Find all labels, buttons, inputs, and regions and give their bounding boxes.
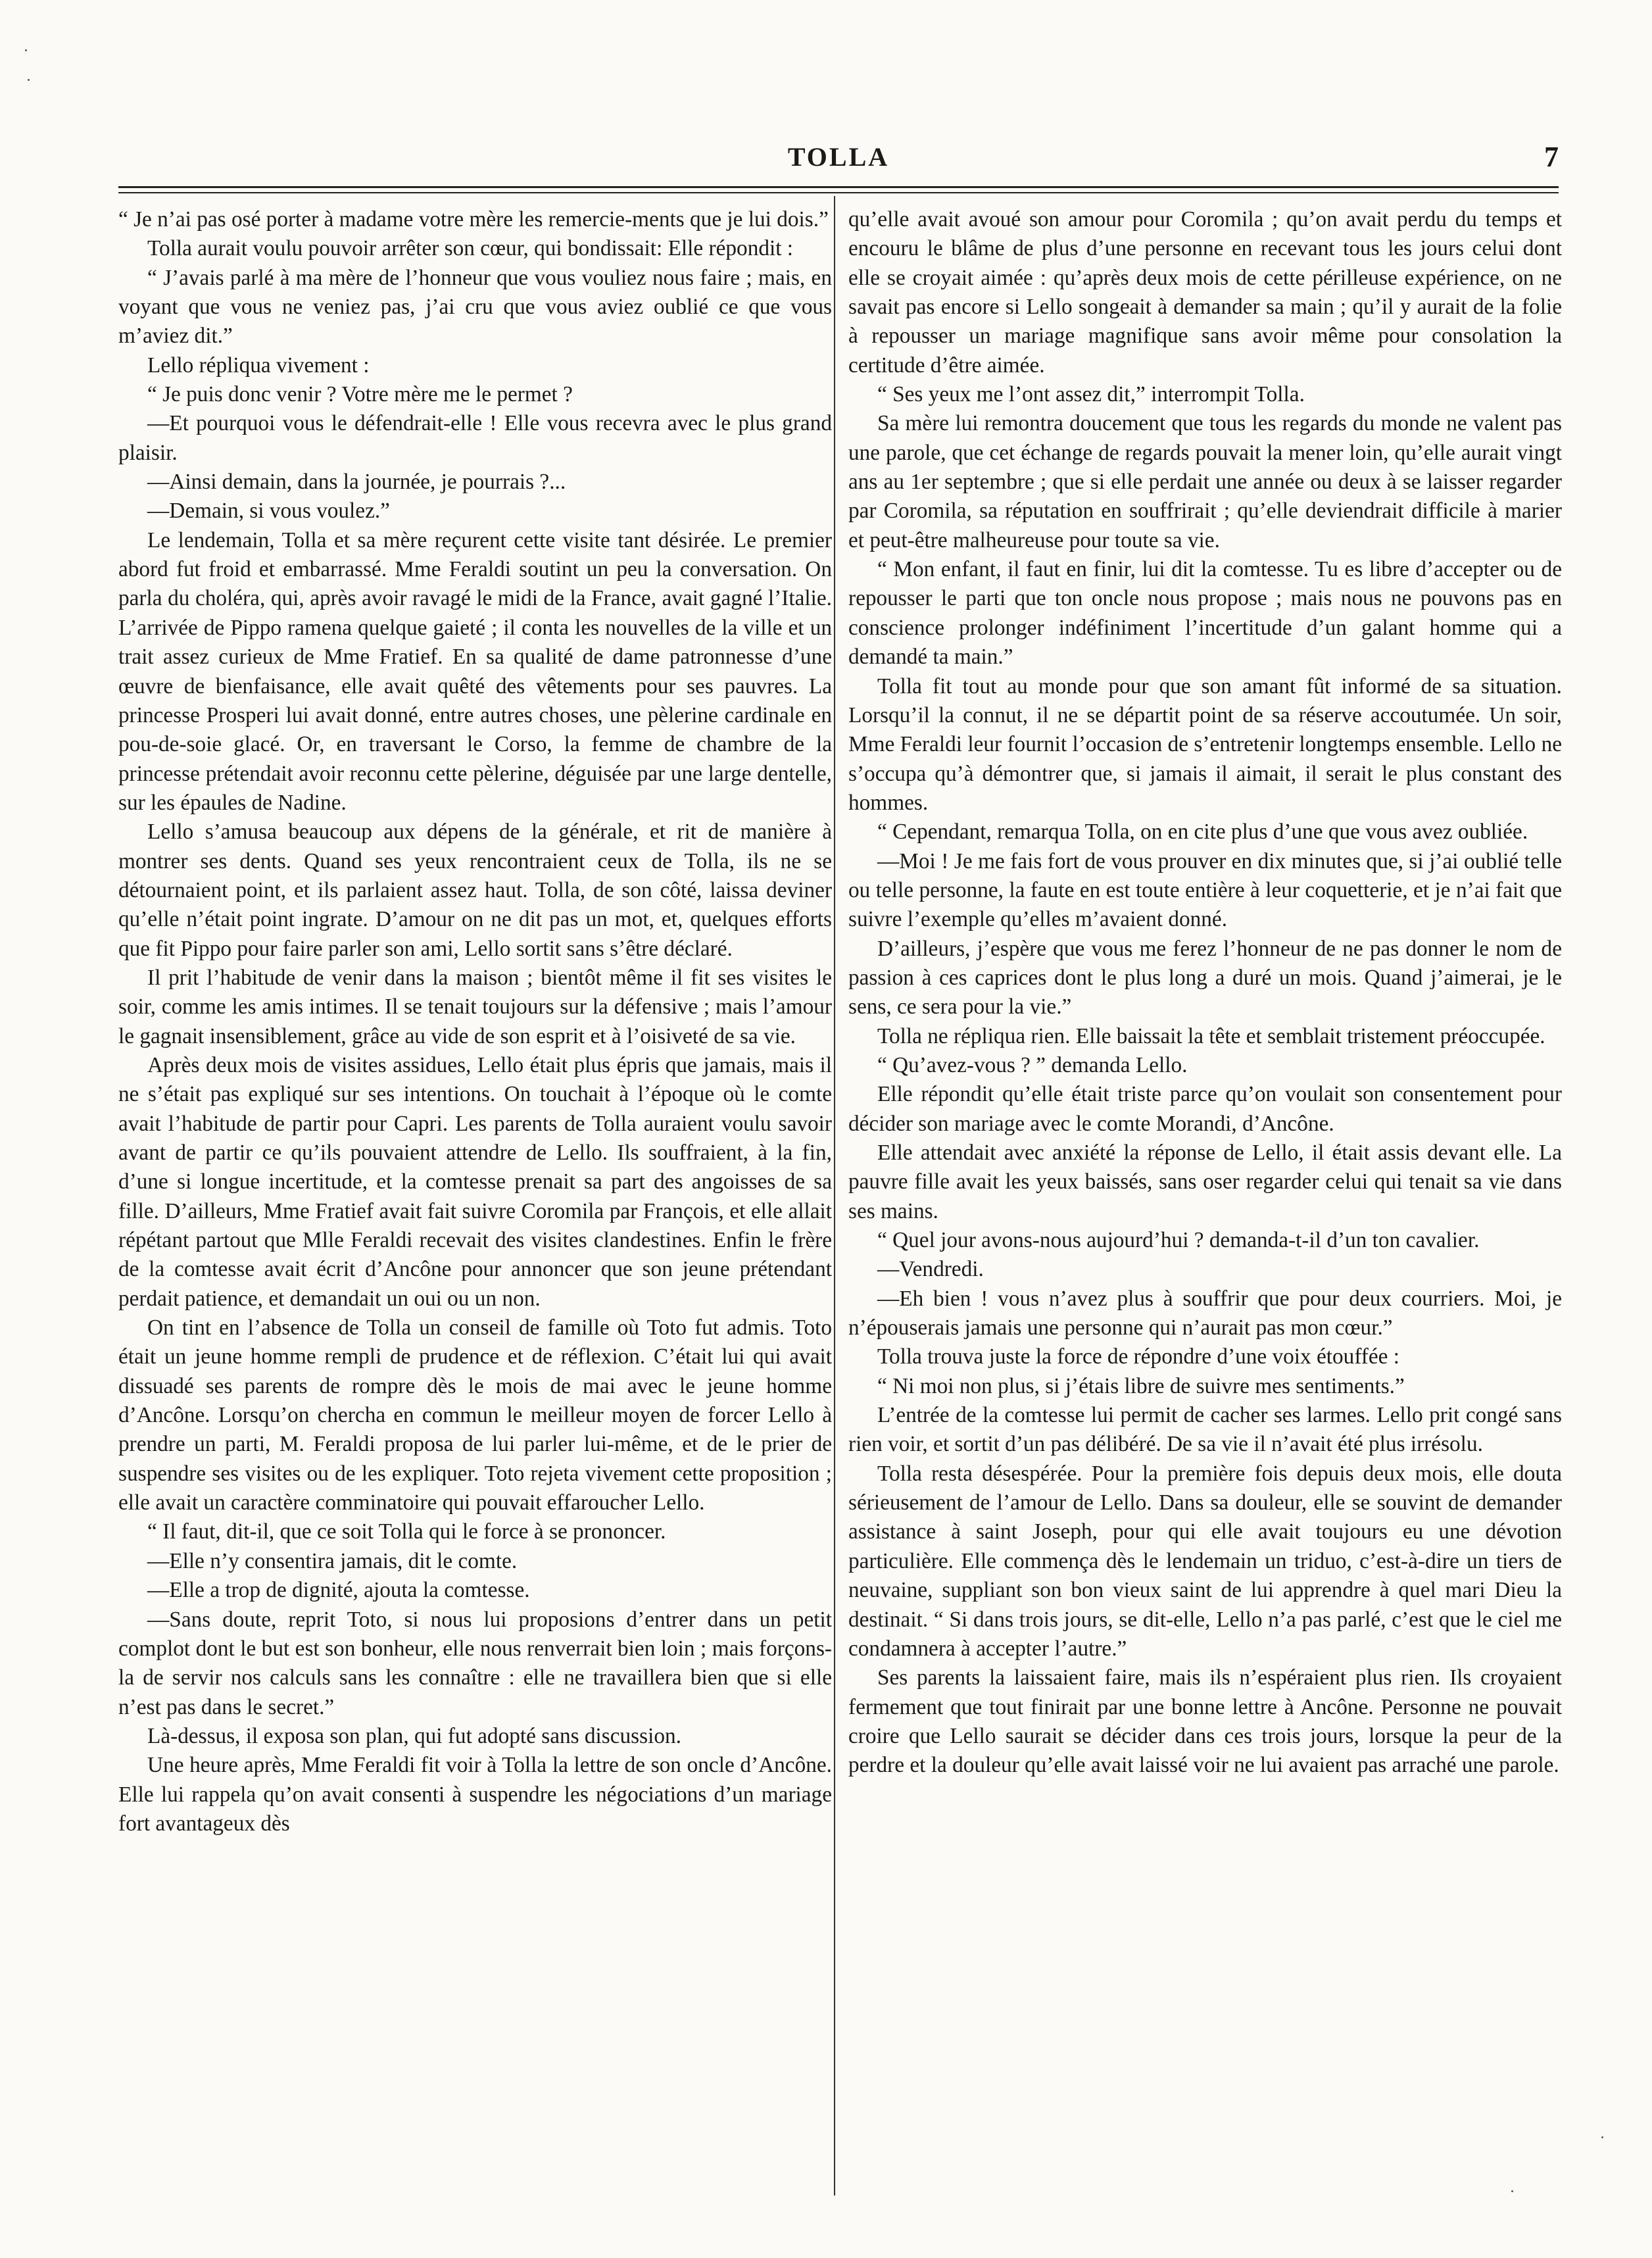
- paragraph: “ J’avais parlé à ma mère de l’honneur que vous vouliez nous faire ; mais, en voyant que vous ne veniez pas, j’ai cru que vous aviez oublié ce que vous m’aviez dit.”: [118, 265, 832, 349]
- page-header: [118, 135, 1559, 181]
- right-column: [848, 205, 1562, 1780]
- paragraph: “ Il faut, dit-il, que ce soit Tolla qui le force à se prononcer.: [147, 1519, 666, 1544]
- paragraph: Tolla resta désespérée. Pour la première fois depuis deux mois, elle douta sérieusement de l’amour de Lello. Dans sa douleur, elle se souvint de demander assistance à saint Joseph, pour qui elle avait toujours eu une dévotion particulière. Elle commença dès le lendemain un triduo, c’est-à-dire un tiers de neuvaine, suppliant son bon vieux saint de lui apprendre à quel mari Dieu la destinait. “ Si dans trois jours, se dit-elle, Lello n’a pas parlé, c’est que le ciel me condamnera à accepter l’autre.”: [848, 1461, 1562, 1661]
- paragraph: Ses parents la laissaient faire, mais ils n’espéraient plus rien. Ils croyaient fermement que tout finirait par une bonne lettre à Ancône. Personne ne pouvait croire que Lello saurait se décider dans ces trois jours, lorsque la peur de la perdre et la douleur qu’elle avait laissé voir ne lui avaient pas arraché une parole.: [848, 1665, 1562, 1778]
- header-rule-thin: [118, 192, 1559, 193]
- paragraph: —Sans doute, reprit Toto, si nous lui proposions d’entrer dans un petit complot dont le but est son bonheur, elle nous renverrait bien loin ; mais forçons-la de servir nos calculs sans les connaître : elle ne travaillera bien que si elle n’est pas dans le secret.”: [118, 1607, 832, 1719]
- header-rule-thick: [118, 186, 1559, 188]
- paragraph: Sa mère lui remontra doucement que tous les regards du monde ne valent pas une parole, que cet échange de regards pouvait la mener loin, qu’elle aurait vingt ans au 1er septembre ; que si elle perdait une année ou deux à se laisser regarder par Coromila, sa réputation en souffrirait ; qu’elle deviendrait difficile à marier et peut-être malheureuse pour toute sa vie.: [848, 411, 1562, 552]
- paragraph: —Elle a trop de dignité, ajouta la comtesse.: [147, 1578, 530, 1603]
- paragraph: —Ainsi demain, dans la journée, je pourrais ?...: [147, 470, 566, 495]
- paragraph: “ Je puis donc venir ? Votre mère me le permet ?: [147, 382, 573, 407]
- paragraph: —Eh bien ! vous n’avez plus à souffrir que pour deux courriers. Moi, je n’épouserais jamais une personne qui n’aurait pas mon cœur.”: [848, 1286, 1562, 1340]
- column-divider: [834, 196, 835, 2196]
- paragraph: “ Qu’avez-vous ? ” demanda Lello.: [877, 1052, 1188, 1077]
- paragraph: —Elle n’y consentira jamais, dit le comte.: [147, 1548, 518, 1573]
- paragraph: On tint en l’absence de Tolla un conseil de famille où Toto fut admis. Toto était un jeune homme rempli de prudence et de réflexion. C’était lui qui avait dissuadé ses parents de rompre dès le mois de mai avec le jeune homme d’Ancône. Lorsqu’on chercha en commun le meilleur moyen de forcer Lello à prendre un parti, M. Feraldi proposa de lui parler lui-même, et de le prier de suspendre ses visites ou de les expliquer. Toto rejeta vivement cette proposition ; elle avait un caractère comminatoire qui pouvait effaroucher Lello.: [118, 1315, 832, 1515]
- paragraph: —Moi ! Je me fais fort de vous prouver en dix minutes que, si j’ai oublié telle ou telle personne, la faute en est toute entière à leur coquetterie, et je n’ai fait que suivre l’exemple qu’elles m’avaient donné.: [848, 848, 1562, 932]
- paragraph: Tolla trouva juste la force de répondre d’une voix étouffée :: [877, 1344, 1400, 1369]
- scan-speck: [1601, 2136, 1603, 2138]
- paragraph: Le lendemain, Tolla et sa mère reçurent cette visite tant désirée. Le premier abord fut froid et embarrassé. Mme Feraldi soutint un peu la conversation. On parla du choléra, qui, après avoir ravagé le midi de la France, avait gagné l’Italie. L’arrivée de Pippo ramena quelque gaieté ; il conta les nouvelles de la ville et un trait assez curieux de Mme Fratief. En sa qualité de dame patronnesse d’une œuvre de bienfaisance, elle avait quêté des vêtements pour ses pauvres. La princesse Prosperi lui avait donné, entre autres choses, une pèlerine cardinale en pou-de-soie glacé. Or, en traversant le Corso, la femme de chambre de la princesse prétendait avoir reconnu cette pèlerine, déguisée par une large dentelle, sur les épaules de Nadine.: [118, 528, 832, 815]
- scan-speck: [28, 79, 30, 81]
- paragraph: “ Mon enfant, il faut en finir, lui dit la comtesse. Tu es libre d’accepter ou de repousser le parti que ton oncle nous propose ; mais nous ne pouvons pas en conscience prolonger indéfiniment l’incertitude d’un galant homme qui a demandé ta main.”: [848, 557, 1562, 670]
- paragraph: Après deux mois de visites assidues, Lello était plus épris que jamais, mais il ne s’était pas expliqué sur ses intentions. On touchait à l’époque où le comte avait l’habitude de partir pour Capri. Les parents de Tolla auraient voulu savoir avant de partir ce qu’ils pouvaient attendre de Lello. Ils souffraient, à la fin, d’une si longue incertitude, et la comtesse prenait sa part des angoisses de sa fille. D’ailleurs, Mme Fratief avait fait suivre Coromila par François, et elle allait répétant partout que Mlle Feraldi recevait des visites clandestines. Enfin le frère de la comtesse avait écrit d’Ancône pour annoncer que son jeune prétendant perdait patience, et demandait un oui ou un non.: [118, 1052, 832, 1311]
- paragraph: Elle répondit qu’elle était triste parce qu’on voulait son consentement pour décider son mariage avec le comte Morandi, d’Ancône.: [848, 1082, 1562, 1136]
- paragraph: —Et pourquoi vous le défendrait-elle ! Elle vous recevra avec le plus grand plaisir.: [118, 411, 832, 465]
- page-number: 7: [1544, 141, 1559, 173]
- paragraph: Lello répliqua vivement :: [147, 353, 370, 378]
- left-column: [118, 205, 832, 1838]
- paragraph: Là-dessus, il exposa son plan, qui fut adopté sans discussion.: [147, 1723, 681, 1748]
- paragraph: —Demain, si vous voulez.”: [147, 499, 390, 524]
- paragraph: Lello s’amusa beaucoup aux dépens de la générale, et rit de manière à montrer ses dents. Quand ses yeux rencontraient ceux de Tolla, ils ne se détournaient point, et ils parlaient assez haut. Tolla, de son côté, laissa deviner qu’elle n’était point ingrate. D’amour on ne dit pas un mot, et, quelques efforts que fit Pippo pour faire parler son ami, Lello sortit sans s’être déclaré.: [118, 820, 832, 961]
- paragraph: Une heure après, Mme Feraldi fit voir à Tolla la lettre de son oncle d’Ancône. Elle lui rappela qu’on avait consenti à suspendre les négociations d’un mariage fort avantageux dès: [118, 1753, 832, 1836]
- paragraph: L’entrée de la comtesse lui permit de cacher ses larmes. Lello prit congé sans rien voir, et sortit d’un pas délibéré. De sa vie il n’avait été plus irrésolu.: [848, 1403, 1562, 1457]
- paragraph: —Vendredi.: [877, 1257, 984, 1282]
- paragraph: D’ailleurs, j’espère que vous me ferez l’honneur de ne pas donner le nom de passion à ces caprices dont le plus long a duré un mois. Quand j’aimerai, je le sens, ce sera pour la vie.”: [848, 936, 1562, 1019]
- paragraph: Tolla ne répliqua rien. Elle baissait la tête et semblait tristement préoccupée.: [877, 1023, 1545, 1048]
- paragraph: Tolla fit tout au monde pour que son amant fût informé de sa situation. Lorsqu’il la connut, il ne se départit point de sa réserve accoutumée. Un soir, Mme Feraldi leur fournit l’occasion de s’entretenir longtemps ensemble. Lello ne s’occupa qu’à démontrer que, si jamais il aimait, il serait le plus constant des hommes.: [848, 674, 1562, 815]
- paragraph: “ Je n’ai pas osé porter à madame votre mère les remercie-ments que je lui dois.”: [118, 207, 829, 232]
- paragraph: “ Ses yeux me l’ont assez dit,” interrompit Tolla.: [877, 382, 1305, 407]
- scan-speck: [25, 49, 27, 51]
- paragraph: “ Ni moi non plus, si j’étais libre de suivre mes sentiments.”: [877, 1373, 1405, 1398]
- paragraph: Elle attendait avec anxiété la réponse de Lello, il était assis devant elle. La pauvre fille avait les yeux baissés, sans oser regarder celui qui tenait sa vie dans ses mains.: [848, 1141, 1562, 1223]
- running-title: TOLLA: [787, 142, 890, 172]
- paragraph: qu’elle avait avoué son amour pour Coromila ; qu’on avait perdu du temps et encouru le blâme de plus d’une personne en recevant tous les jours celui dont elle se croyait aimée : qu’après deux mois de cette périlleuse expérience, on ne savait pas encore si Lello songeait à demander sa main ; qu’il y aurait de la folie à repousser un mariage magnifique sans avoir même pour consolation la certitude d’être aimée.: [848, 207, 1562, 378]
- paragraph: “ Quel jour avons-nous aujourd’hui ? demanda-t-il d’un ton cavalier.: [877, 1228, 1480, 1253]
- paragraph: Il prit l’habitude de venir dans la maison ; bientôt même il fit ses visites le soir, comme les amis intimes. Il se tenait toujours sur la défensive ; mais l’amour le gagnait insensiblement, grâce au vide de son esprit et à l’oisiveté de sa vie.: [118, 965, 832, 1048]
- paragraph: Tolla aurait voulu pouvoir arrêter son cœur, qui bondissait: Elle répondit :: [147, 236, 794, 261]
- paragraph: “ Cependant, remarqua Tolla, on en cite plus d’une que vous avez oubliée.: [877, 820, 1528, 845]
- scan-speck: [1511, 2190, 1513, 2192]
